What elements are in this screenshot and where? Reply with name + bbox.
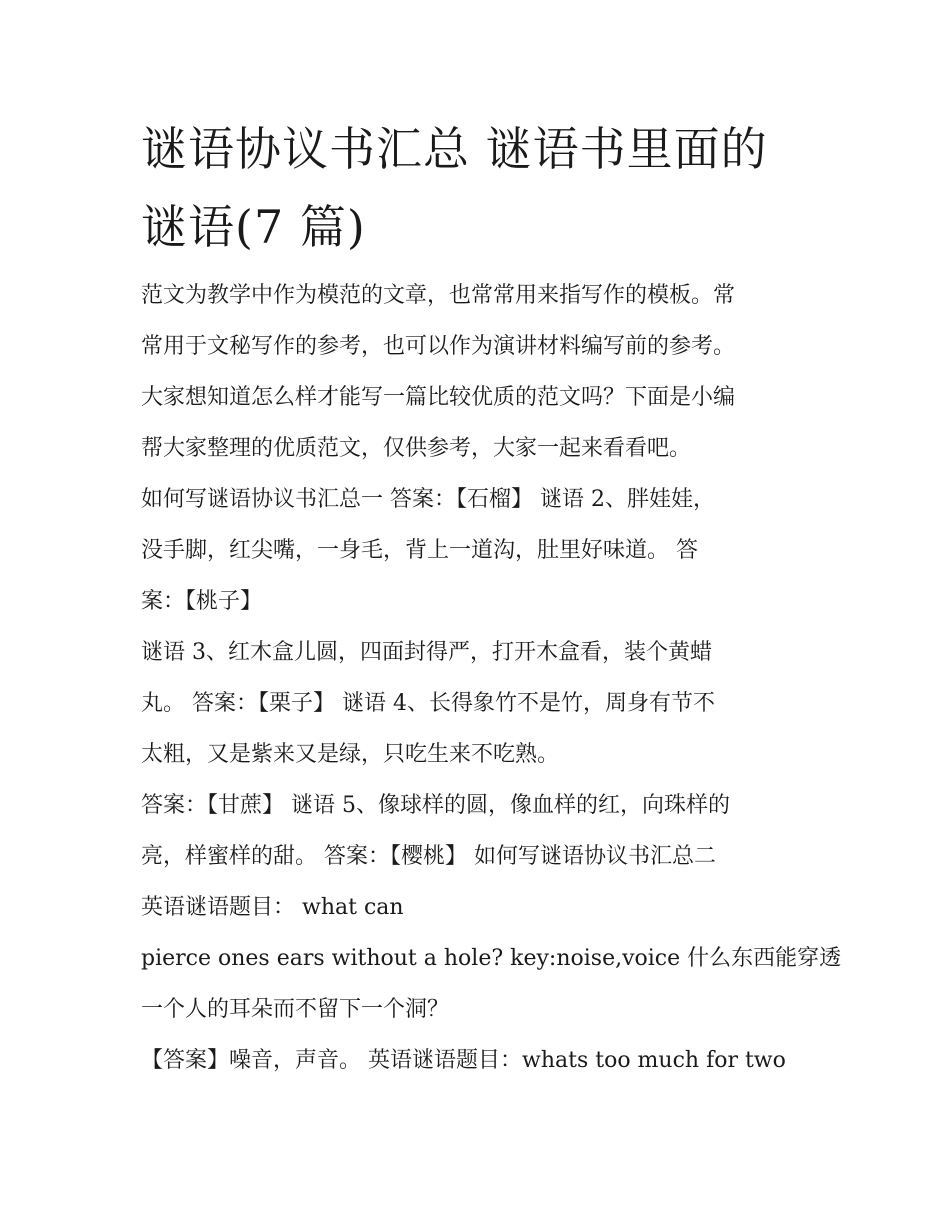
body-line: 丸。 答案：【栗子】 谜语 4、长得象竹不是竹，周身有节不 (141, 691, 715, 716)
title-line: 谜语协议书汇总 谜语书里面的 (141, 122, 768, 176)
body-line: 没手脚，红尖嘴，一身毛，背上一道沟，肚里好味道。 答 (141, 538, 698, 563)
body-line: 范文为教学中作为模范的文章，也常常用来指写作的模板。常 (141, 283, 736, 308)
document-body (141, 270, 842, 1086)
body-line: 常用于文秘写作的参考，也可以作为演讲材料编写前的参考。 (141, 334, 736, 359)
body-line: 谜语 3、红木盒儿圆，四面封得严，打开木盒看，装个黄蜡 (141, 640, 712, 665)
body-line: 案：【桃子】 (141, 589, 263, 614)
body-line: 一个人的耳朵而不留下一个洞？ (141, 997, 450, 1022)
document-title (141, 110, 821, 266)
body-line: 【答案】噪音，声音。 英语谜语题目：whats too much for two (141, 1048, 786, 1073)
body-line: 帮大家整理的优质范文，仅供参考，大家一起来看看吧。 (141, 436, 692, 461)
body-line: 如何写谜语协议书汇总一 答案：【石榴】 谜语 2、胖娃娃， (141, 487, 715, 512)
body-line: 亮，样蜜样的甜。 答案：【樱桃】 如何写谜语协议书汇总二 (141, 844, 716, 869)
body-line: 答案：【甘蔗】 谜语 5、像球样的圆，像血样的红，向珠样的 (141, 793, 730, 818)
body-line: 英语谜语题目： what can (141, 895, 404, 920)
title-line: 谜语(7 篇) (141, 200, 366, 254)
document-page (141, 110, 842, 1086)
body-line: 大家想知道怎么样才能写一篇比较优质的范文吗？下面是小编 (141, 385, 736, 410)
body-line: 太粗，又是紫来又是绿，只吃生来不吃熟。 (141, 742, 560, 767)
body-line: pierce ones ears without a hole? key:noise,voice 什么东西能穿透 (141, 946, 842, 971)
